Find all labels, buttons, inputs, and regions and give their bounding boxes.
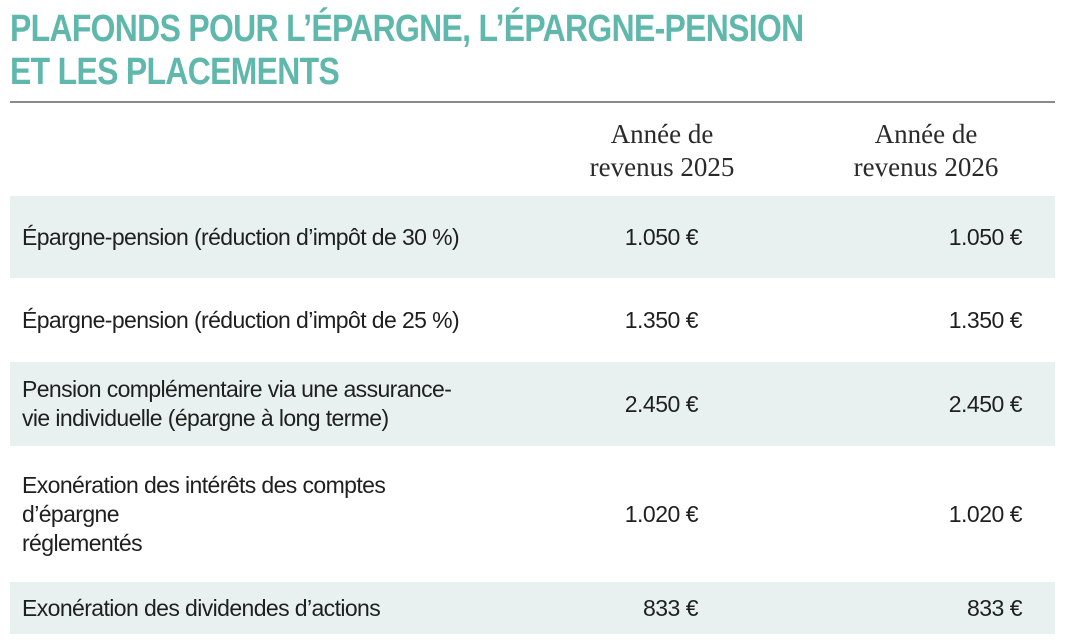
value-2025: 833 € — [642, 594, 698, 621]
row-label-line: Épargne-pension (réduction d’impôt de 25 %) — [22, 306, 460, 333]
row-label — [22, 582, 380, 634]
table-row — [10, 196, 1055, 278]
table-row — [10, 446, 1055, 582]
table-row — [10, 362, 1055, 446]
value-2026: 2.450 € — [948, 390, 1022, 417]
row-label — [22, 446, 385, 582]
row-label — [22, 362, 451, 446]
table-title — [10, 8, 884, 94]
row-label-line: réglementés — [22, 529, 142, 556]
row-label-line: Exonération des dividendes d’actions — [22, 594, 381, 621]
row-label — [22, 278, 459, 362]
table-title-line-1: PLAFONDS POUR L’ÉPARGNE, L’ÉPARGNE-PENSION — [10, 8, 804, 50]
column-header-2025 — [552, 118, 772, 184]
row-label-line: Exonération des intérêts des comptes — [22, 471, 386, 498]
column-header-2025-line-2: revenus 2025 — [589, 152, 735, 182]
value-2026: 1.050 € — [948, 223, 1022, 250]
value-2025: 2.450 € — [624, 390, 698, 417]
column-header-2025-line-1: Année de — [610, 119, 714, 149]
column-header-2026 — [816, 118, 1036, 184]
row-label-line: Épargne-pension (réduction d’impôt de 30 %) — [22, 223, 460, 250]
title-divider — [10, 101, 1055, 103]
value-2026: 1.020 € — [948, 500, 1022, 527]
column-header-2026-line-2: revenus 2026 — [853, 152, 999, 182]
table-row — [10, 278, 1055, 362]
row-label — [22, 196, 459, 278]
value-2026: 833 € — [966, 594, 1022, 621]
row-label-line: d’épargne — [22, 500, 119, 527]
column-header-2026-line-1: Année de — [874, 119, 978, 149]
value-2025: 1.050 € — [624, 223, 698, 250]
value-2025: 1.020 € — [624, 500, 698, 527]
row-label-line: Pension complémentaire via une assurance- — [22, 376, 452, 402]
row-label-line: vie individuelle (épargne à long terme) — [22, 405, 389, 431]
table-title-line-2: ET LES PLACEMENTS — [10, 51, 340, 93]
value-2026: 1.350 € — [948, 306, 1022, 333]
table-row — [10, 582, 1055, 634]
value-2025: 1.350 € — [624, 306, 698, 333]
